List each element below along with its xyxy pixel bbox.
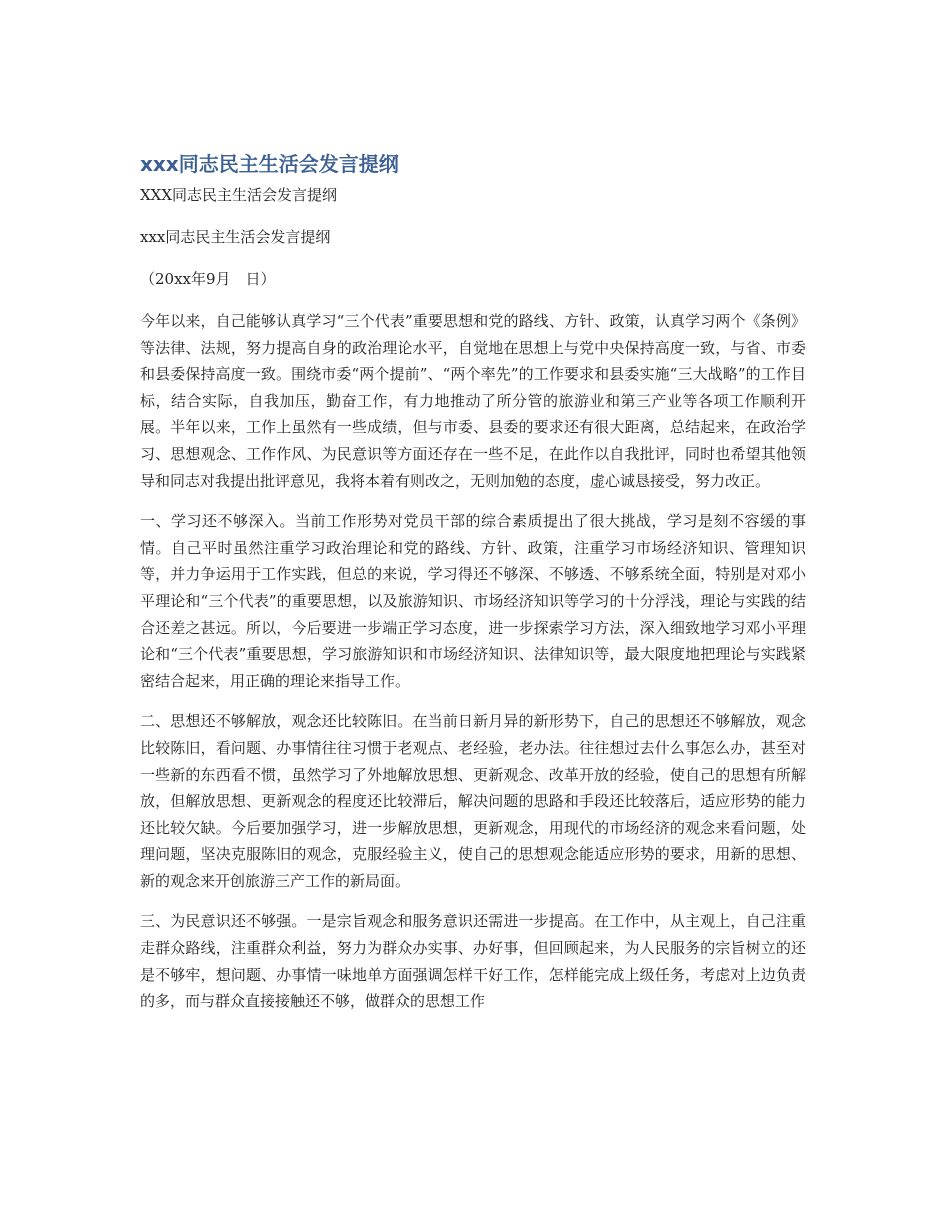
paragraph-section-1: 一、学习还不够深入。当前工作形势对党员干部的综合素质提出了很大挑战，学习是刻不容缓的事情。自己平时虽然注重学习政治理论和党的路线、方针、政策，注重学习市场经济知识、管理知识等，并力争运用于工作实践，但总的来说，学习得还不够深、不够透、不够系统全面，特别是对邓小平理论和“三个代表”的重要思想，以及旅游知识、市场经济知识等学习的十分浮浅，理论与实践的结合还差之甚远。所以，今后要进一步端正学习态度，进一步探索学习方法，深入细致地学习邓小平理论和“三个代表”重要思想，学习旅游知识和市场经济知识、法律知识等，最大限度地把理论与实践紧密结合起来，用正确的理论来指导工作。 <box>140 512 806 690</box>
document-title: xxx同志民主生活会发言提纲 <box>140 152 399 176</box>
document-subtitle-upper: XXX同志民主生活会发言提纲 <box>140 186 338 204</box>
document-subtitle-lower: xxx同志民主生活会发言提纲 <box>140 228 331 246</box>
paragraph-section-3: 三、为民意识还不够强。一是宗旨观念和服务意识还需进一步提高。在工作中，从主观上，自己注重走群众路线，注重群众利益，努力为群众办实事、办好事，但回顾起来，为人民服务的宗旨树立的还是不够牢，想问题、办事情一味地单方面强调怎样干好工作，怎样能完成上级任务，考虑对上边负责的多，而与群众直接接触还不够，做群众的思想工作 <box>140 912 806 1011</box>
paragraph-intro: 今年以来，自己能够认真学习“三个代表”重要思想和党的路线、方针、政策，认真学习两个《条例》等法律、法规，努力提高自身的政治理论水平，自觉地在思想上与党中央保持高度一致，与省、市委和县委保持高度一致。围绕市委“两个提前”、“两个率先”的工作要求和县委实施“三大战略”的工作目标，结合实际，自我加压，勤奋工作，有力地推动了所分管的旅游业和第三产业等各项工作顺利开展。半年以来，工作上虽然有一些成绩，但与市委、县委的要求还有很大距离，总结起来，在政治学习、思想观念、工作作风、为民意识等方面还存在一些不足，在此作以自我批评，同时也希望其他领导和同志对我提出批评意见，我将本着有则改之，无则加勉的态度，虚心诚恳接受，努力改正。 <box>140 312 806 490</box>
document-date: （20xx年9月 日） <box>140 270 276 288</box>
paragraph-section-2: 二、思想还不够解放，观念还比较陈旧。在当前日新月异的新形势下，自己的思想还不够解放，观念比较陈旧，看问题、办事情往往习惯于老观点、老经验，老办法。往往想过去什么事怎么办，甚至对一些新的东西看不惯，虽然学习了外地解放思想、更新观念、改革开放的经验，使自己的思想有所解放，但解放思想、更新观念的程度还比较滞后，解决问题的思路和手段还比较落后，适应形势的能力还比较欠缺。今后要加强学习，进一步解放思想，更新观念，用现代的市场经济的观念来看问题，处理问题，坚决克服陈旧的观念，克服经验主义，使自己的思想观念能适应形势的要求，用新的思想、新的观念来开创旅游三产工作的新局面。 <box>140 712 806 890</box>
document-page <box>140 148 806 1029</box>
